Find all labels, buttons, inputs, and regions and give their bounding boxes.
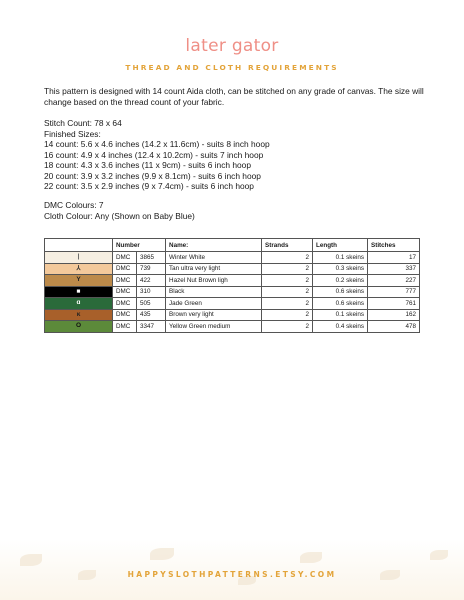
brand-cell: DMC [113,321,137,333]
section-subtitle: THREAD AND CLOTH REQUIREMENTS [125,63,339,72]
cloth-colour: Cloth Colour: Any (Shown on Baby Blue) [44,210,195,221]
header-number: Number [113,239,166,252]
size-line: 22 count: 3.5 x 2.9 inches (9 x 7.4cm) - suits 6 inch hoop [44,181,254,191]
symbol-cell [45,309,113,321]
brand-cell: DMC [113,263,137,275]
strands-cell: 2 [262,286,313,298]
brand-cell: DMC [113,286,137,298]
strands-cell: 2 [262,321,313,333]
name-cell: Winter White [166,252,262,264]
strands-cell: 2 [262,309,313,321]
table-row [45,286,420,298]
name-cell: Yellow Green medium [166,321,262,333]
table-row [45,252,420,264]
table-row [45,275,420,287]
thread-symbol: ĸ [76,310,81,318]
intro-paragraph: This pattern is designed with 14 count Aida cloth, can be stitched on any grade of canvas. The size will change based on the thread count of your fabric. [44,86,424,107]
length-cell: 0.1 skeins [313,252,368,264]
stitches-cell: 227 [368,275,420,287]
symbol-cell [45,275,113,287]
brand-cell: DMC [113,298,137,310]
specs-block [44,118,424,192]
thread-symbol: ɑ [76,299,81,307]
size-line: 18 count: 4.3 x 3.6 inches (11 x 9cm) - suits 6 inch hoop [44,160,252,170]
header-name: Name: [166,239,262,252]
thread-symbol: | [77,253,80,261]
finished-sizes-label: Finished Sizes: [44,128,101,139]
length-cell: 0.6 skeins [313,298,368,310]
brand-cell: DMC [113,309,137,321]
header-symbol [45,239,113,252]
footer-url: HAPPYSLOTHPATTERNS.ETSY.COM [127,570,337,579]
symbol-cell [45,298,113,310]
name-cell: Brown very light [166,309,262,321]
name-cell: Jade Green [166,298,262,310]
stitches-cell: 337 [368,263,420,275]
size-line: 14 count: 5.6 x 4.6 inches (14.2 x 11.6cm) - suits 8 inch hoop [44,139,270,149]
stitches-cell: 478 [368,321,420,333]
stitches-cell: 761 [368,298,420,310]
stitches-cell: 777 [368,286,420,298]
header-length: Length [313,239,368,252]
length-cell: 0.1 skeins [313,309,368,321]
stitches-cell: 162 [368,309,420,321]
length-cell: 0.6 skeins [313,286,368,298]
symbol-cell [45,321,113,333]
stitch-count: Stitch Count: 78 x 64 [44,118,122,128]
number-cell: 739 [137,263,166,275]
thread-symbol: O [75,322,82,330]
length-cell: 0.2 skeins [313,275,368,287]
number-cell: 3865 [137,252,166,264]
number-cell: 3347 [137,321,166,333]
number-cell: 310 [137,286,166,298]
table-row [45,309,420,321]
symbol-cell [45,252,113,264]
header-stitches: Stitches [368,239,420,252]
size-line: 20 count: 3.9 x 3.2 inches (9.9 x 8.1cm) - suits 6 inch hoop [44,170,261,181]
stitches-cell: 17 [368,252,420,264]
length-cell: 0.4 skeins [313,321,368,333]
number-cell: 435 [137,309,166,321]
table-row [45,321,420,333]
table-header-row [45,239,420,252]
strands-cell: 2 [262,275,313,287]
name-cell: Black [166,286,262,298]
number-cell: 422 [137,275,166,287]
symbol-cell [45,286,113,298]
strands-cell: 2 [262,252,313,264]
strands-cell: 2 [262,298,313,310]
name-cell: Tan ultra very light [166,263,262,275]
thread-symbol: ⅄ [76,264,81,272]
colours-block [44,200,424,221]
table-row [45,298,420,310]
name-cell: Hazel Nut Brown ligh [166,275,262,287]
number-cell: 505 [137,298,166,310]
symbol-cell [45,263,113,275]
length-cell: 0.3 skeins [313,263,368,275]
thread-symbol: ■ [76,287,81,295]
thread-symbol: Y [76,276,81,284]
brand-cell: DMC [113,275,137,287]
header-strands: Strands [262,239,313,252]
thread-table [44,238,420,333]
pattern-title: later gator [185,36,279,56]
table-row [45,263,420,275]
size-line: 16 count: 4.9 x 4 inches (12.4 x 10.2cm) - suits 7 inch hoop [44,149,264,160]
strands-cell: 2 [262,263,313,275]
brand-cell: DMC [113,252,137,264]
dmc-colours: DMC Colours: 7 [44,200,104,210]
